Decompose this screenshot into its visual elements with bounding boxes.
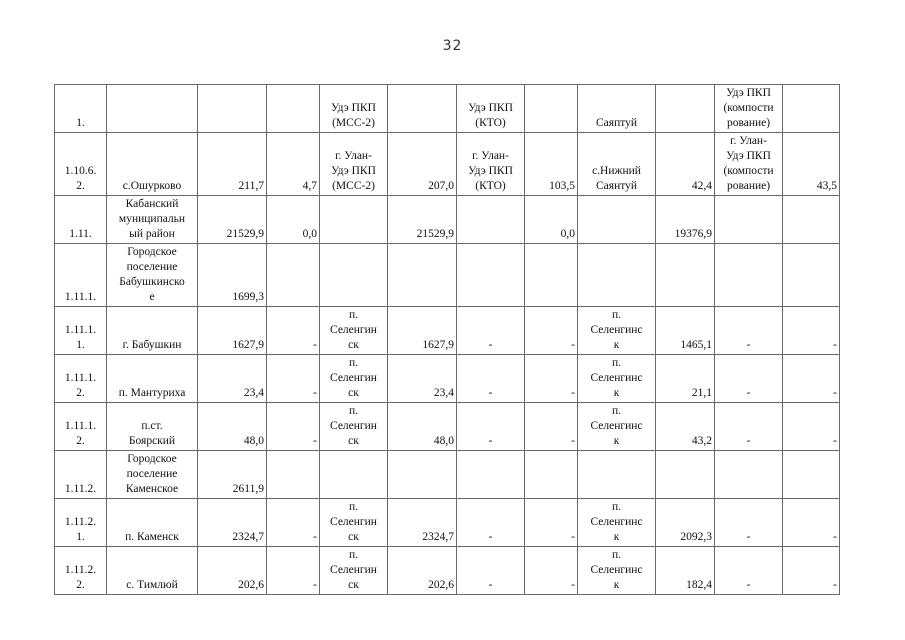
cell-volume-c: 103,5 (525, 133, 578, 196)
cell-total-volume: 23,4 (198, 355, 267, 403)
cell-volume-b: 2324,7 (388, 499, 457, 547)
cell-total-volume: 1627,9 (198, 307, 267, 355)
cell-volume-e (783, 196, 840, 244)
cell-destination-d (715, 196, 783, 244)
cell-destination-d: - (715, 499, 783, 547)
table-row (55, 307, 840, 355)
cell-volume-a: - (267, 403, 320, 451)
cell-volume-d: 19376,9 (656, 196, 715, 244)
cell-destination-d: - (715, 403, 783, 451)
cell-volume-c (525, 451, 578, 499)
cell-total-volume: 202,6 (198, 547, 267, 595)
cell-destination-d (715, 244, 783, 307)
cell-destination-c (578, 196, 656, 244)
cell-volume-d (656, 244, 715, 307)
cell-locality: с.Ошурково (107, 133, 198, 196)
cell-destination-c: п. Селенгинс к (578, 307, 656, 355)
cell-volume-e: - (783, 499, 840, 547)
cell-locality: Городское поселение Бабушкинско е (107, 244, 198, 307)
cell-destination-b: - (457, 403, 525, 451)
cell-destination-a: п. Селенгин ск (320, 499, 388, 547)
cell-destination-d: - (715, 355, 783, 403)
cell-volume-b: 23,4 (388, 355, 457, 403)
cell-volume-a: - (267, 355, 320, 403)
cell-volume-e: - (783, 403, 840, 451)
cell-destination-d: - (715, 307, 783, 355)
cell-destination-a: Удэ ПКП (МСС-2) (320, 85, 388, 133)
cell-row-number: 1.11.1. (55, 244, 107, 307)
cell-destination-a (320, 244, 388, 307)
cell-volume-a (267, 85, 320, 133)
cell-volume-b (388, 85, 457, 133)
table-row (55, 403, 840, 451)
cell-destination-a: п. Селенгин ск (320, 403, 388, 451)
cell-destination-c: п. Селенгинс к (578, 547, 656, 595)
cell-volume-d: 182,4 (656, 547, 715, 595)
cell-locality: п. Каменск (107, 499, 198, 547)
cell-row-number: 1.11.1. 2. (55, 355, 107, 403)
table-row (55, 85, 840, 133)
cell-destination-c: с.Нижний Саянтуй (578, 133, 656, 196)
cell-volume-c: - (525, 547, 578, 595)
cell-row-number: 1.11.2. (55, 451, 107, 499)
cell-volume-d: 43,2 (656, 403, 715, 451)
cell-destination-c: Саяптуй (578, 85, 656, 133)
cell-volume-d: 42,4 (656, 133, 715, 196)
cell-volume-e (783, 244, 840, 307)
cell-destination-b: - (457, 499, 525, 547)
cell-destination-b: г. Улан- Удэ ПКП (КТО) (457, 133, 525, 196)
cell-destination-b: - (457, 355, 525, 403)
cell-volume-b: 48,0 (388, 403, 457, 451)
cell-destination-b (457, 244, 525, 307)
cell-volume-b: 202,6 (388, 547, 457, 595)
cell-total-volume: 21529,9 (198, 196, 267, 244)
cell-row-number: 1.10.6. 2. (55, 133, 107, 196)
table-row (55, 133, 840, 196)
cell-row-number: 1.11.1. 2. (55, 403, 107, 451)
table-row (55, 547, 840, 595)
page-number: 32 (442, 38, 463, 54)
cell-destination-a (320, 451, 388, 499)
cell-destination-d (715, 451, 783, 499)
cell-destination-b: - (457, 547, 525, 595)
cell-volume-c: - (525, 355, 578, 403)
cell-destination-a: п. Селенгин ск (320, 307, 388, 355)
cell-destination-b: - (457, 307, 525, 355)
cell-volume-b (388, 244, 457, 307)
cell-row-number: 1.11.2. 2. (55, 547, 107, 595)
cell-row-number: 1.11.1. 1. (55, 307, 107, 355)
cell-locality: п. Мантуриха (107, 355, 198, 403)
cell-locality: Кабанский муниципальн ый район (107, 196, 198, 244)
cell-destination-a (320, 196, 388, 244)
cell-volume-e: - (783, 547, 840, 595)
cell-volume-e (783, 85, 840, 133)
cell-total-volume: 48,0 (198, 403, 267, 451)
cell-volume-a (267, 451, 320, 499)
cell-destination-d: г. Улан- Удэ ПКП (компости рование) (715, 133, 783, 196)
cell-row-number: 1. (55, 85, 107, 133)
cell-volume-a: - (267, 547, 320, 595)
cell-total-volume: 211,7 (198, 133, 267, 196)
cell-volume-a: 0,0 (267, 196, 320, 244)
cell-volume-a: 4,7 (267, 133, 320, 196)
cell-total-volume: 1699,3 (198, 244, 267, 307)
cell-volume-c: - (525, 307, 578, 355)
cell-destination-d: Удэ ПКП (компости рование) (715, 85, 783, 133)
cell-volume-a: - (267, 499, 320, 547)
cell-volume-e (783, 451, 840, 499)
cell-total-volume: 2611,9 (198, 451, 267, 499)
cell-destination-c (578, 451, 656, 499)
cell-destination-c: п. Селенгинс к (578, 355, 656, 403)
cell-volume-d (656, 85, 715, 133)
data-table (54, 84, 840, 595)
cell-volume-e: - (783, 307, 840, 355)
cell-volume-e: - (783, 355, 840, 403)
cell-volume-c: 0,0 (525, 196, 578, 244)
cell-volume-d: 21,1 (656, 355, 715, 403)
cell-destination-b (457, 196, 525, 244)
table-row (55, 451, 840, 499)
cell-destination-b (457, 451, 525, 499)
cell-locality: с. Тимлюй (107, 547, 198, 595)
cell-destination-c: п. Селенгинс к (578, 403, 656, 451)
cell-volume-d: 1465,1 (656, 307, 715, 355)
cell-row-number: 1.11. (55, 196, 107, 244)
cell-locality (107, 85, 198, 133)
cell-volume-d (656, 451, 715, 499)
cell-total-volume: 2324,7 (198, 499, 267, 547)
cell-volume-c (525, 244, 578, 307)
cell-volume-b: 1627,9 (388, 307, 457, 355)
cell-locality: Городское поселение Каменское (107, 451, 198, 499)
cell-volume-a: - (267, 307, 320, 355)
cell-destination-c (578, 244, 656, 307)
table-row (55, 355, 840, 403)
cell-locality: п.ст. Боярский (107, 403, 198, 451)
cell-volume-e: 43,5 (783, 133, 840, 196)
cell-locality: г. Бабушкин (107, 307, 198, 355)
cell-volume-d: 2092,3 (656, 499, 715, 547)
table-row (55, 499, 840, 547)
table-row (55, 196, 840, 244)
cell-total-volume (198, 85, 267, 133)
cell-destination-d: - (715, 547, 783, 595)
cell-row-number: 1.11.2. 1. (55, 499, 107, 547)
cell-destination-b: Удэ ПКП (КТО) (457, 85, 525, 133)
cell-volume-c (525, 85, 578, 133)
table-row (55, 244, 840, 307)
cell-volume-a (267, 244, 320, 307)
cell-destination-a: п. Селенгин ск (320, 355, 388, 403)
cell-volume-b: 207,0 (388, 133, 457, 196)
cell-volume-b (388, 451, 457, 499)
cell-volume-c: - (525, 499, 578, 547)
cell-destination-c: п. Селенгинс к (578, 499, 656, 547)
cell-destination-a: п. Селенгин ск (320, 547, 388, 595)
cell-volume-b: 21529,9 (388, 196, 457, 244)
cell-volume-c: - (525, 403, 578, 451)
cell-destination-a: г. Улан- Удэ ПКП (МСС-2) (320, 133, 388, 196)
